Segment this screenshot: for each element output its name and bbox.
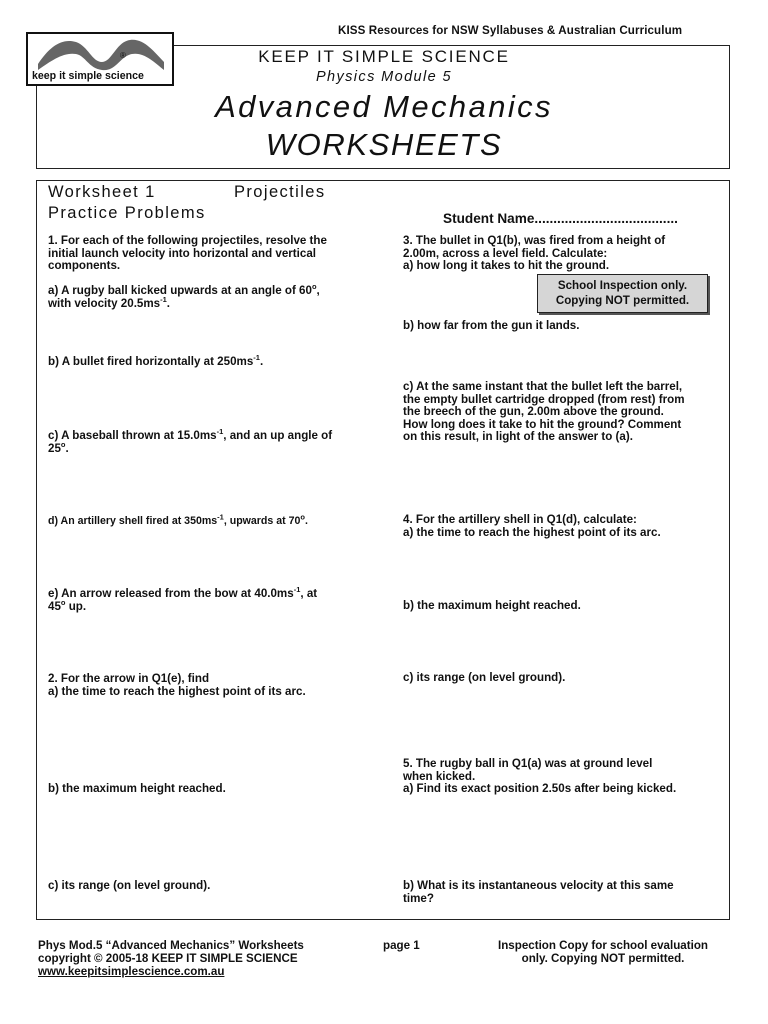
- q1e-text-2: , at: [300, 587, 318, 600]
- q1c-text-2: , and an up angle of: [223, 429, 333, 442]
- registered-mark: ®: [120, 51, 126, 60]
- q3c-line-1: c) At the same instant that the bullet left the barrel,: [403, 380, 683, 393]
- q5-line-2: when kicked.: [403, 769, 476, 783]
- question-2c: c) its range (on level ground).: [48, 879, 211, 892]
- q3c-line-3: the breech of the gun, 2.00m above the ground.: [403, 405, 664, 419]
- question-5b: [403, 880, 674, 905]
- degree-sup: o: [60, 597, 66, 607]
- q5b-line-2: time?: [403, 891, 434, 905]
- footer-right: [478, 939, 728, 965]
- worksheet-number: Worksheet 1: [48, 183, 156, 201]
- q1c-text-3: 25: [48, 441, 61, 455]
- title-line-1: Advanced Mechanics: [215, 89, 553, 124]
- student-name-field[interactable]: Student Name......................................: [443, 211, 678, 226]
- q5-line-3: a) Find its exact position 2.50s after being kicked.: [403, 782, 677, 796]
- q1-line-2: initial launch velocity into horizontal and vertical: [48, 246, 316, 260]
- q5-line-1: 5. The rugby ball in Q1(a) was at ground level: [403, 757, 653, 770]
- q1d-text-3: .: [304, 515, 308, 527]
- logo-text: keep it simple science: [32, 70, 144, 82]
- footer-doc-title: Phys Mod.5 “Advanced Mechanics” Worksheets: [38, 939, 304, 952]
- q1b-text-1: b) A bullet fired horizontally at 250ms: [48, 355, 254, 368]
- question-1: [48, 235, 327, 273]
- q5b-line-1: b) What is its instantaneous velocity at this same: [403, 879, 674, 892]
- unit-sup: -1: [216, 427, 224, 437]
- footer-inspection-1: Inspection Copy for school evaluation: [497, 939, 708, 952]
- resources-header: KISS Resources for NSW Syllabuses & Australian Curriculum: [338, 24, 683, 37]
- question-2b: b) the maximum height reached.: [48, 782, 226, 795]
- unit-sup: -1: [253, 353, 260, 363]
- degree-sup: o: [60, 439, 66, 449]
- unit-sup: -1: [160, 294, 167, 304]
- question-1e: [48, 585, 318, 613]
- question-5: [403, 758, 676, 796]
- q1b-text-2: .: [259, 355, 264, 368]
- question-4c: c) its range (on level ground).: [403, 671, 566, 684]
- q2-line-1: 2. For the arrow in Q1(e), find: [48, 672, 210, 685]
- worksheet-topic: Projectiles: [234, 183, 326, 201]
- question-4b: b) the maximum height reached.: [403, 599, 581, 612]
- q1e-text-4: up.: [65, 599, 87, 613]
- inspection-line-2: Copying NOT permitted.: [555, 293, 690, 307]
- degree-sup: o: [311, 282, 317, 292]
- q1e-text-1: e) An arrow released from the bow at 40.0ms: [48, 587, 294, 600]
- q2-line-2: a) the time to reach the highest point of its arc.: [48, 684, 306, 698]
- module-name: Physics Module 5: [315, 69, 453, 85]
- q1a-text-2: ,: [316, 284, 320, 297]
- question-4: [403, 514, 661, 539]
- question-3b: b) how far from the gun it lands.: [403, 319, 580, 332]
- footer-inspection-2: only. Copying NOT permitted.: [521, 952, 685, 966]
- unit-sup: -1: [217, 512, 224, 522]
- question-2: [48, 673, 306, 698]
- q3c-line-4: How long does it take to hit the ground? Comment: [403, 417, 682, 431]
- footer-website-link[interactable]: www.keepitsimplescience.com.au: [38, 965, 225, 979]
- q1-line-1: 1. For each of the following projectiles, resolve the: [48, 234, 327, 247]
- q4-line-2: a) the time to reach the highest point of its arc.: [403, 525, 661, 539]
- question-3: [403, 235, 665, 273]
- q3c-line-2: the empty bullet cartridge dropped (from rest) from: [403, 392, 685, 406]
- q3c-line-5: on this result, in light of the answer to (a).: [403, 430, 633, 444]
- q3-line-3: a) how long it takes to hit the ground.: [403, 259, 610, 273]
- degree-sup: o: [300, 512, 305, 522]
- inspection-line-1: School Inspection only.: [557, 279, 688, 292]
- question-1c: [48, 427, 333, 455]
- q1a-text-4: .: [166, 296, 171, 310]
- footer-copyright: copyright © 2005-18 KEEP IT SIMPLE SCIENCE: [38, 952, 298, 966]
- q1e-text-3: 45: [48, 599, 61, 613]
- q1a-text-3: with velocity 20.5ms: [48, 296, 161, 310]
- question-1d: [48, 512, 308, 528]
- q3-line-1: 3. The bullet in Q1(b), was fired from a height of: [403, 234, 666, 247]
- worksheet-subtitle: Practice Problems: [48, 204, 206, 222]
- q3-line-2: 2.00m, across a level field. Calculate:: [403, 246, 608, 260]
- question-1a: [48, 282, 320, 310]
- brand-name: KEEP IT SIMPLE SCIENCE: [258, 47, 510, 66]
- question-1b: [48, 353, 264, 369]
- q1c-text-4: .: [65, 441, 69, 455]
- q1d-text-2: , upwards at 70: [223, 515, 301, 527]
- q1c-text-1: c) A baseball thrown at 15.0ms: [48, 429, 217, 442]
- page-number: page 1: [383, 939, 420, 952]
- q1d-text-1: d) An artillery shell fired at 350ms: [48, 515, 218, 527]
- q1a-text-1: a) A rugby ball kicked upwards at an angle of 60: [48, 284, 312, 297]
- q1-line-3: components.: [48, 259, 121, 273]
- inspection-notice: [537, 274, 708, 313]
- title-line-2: WORKSHEETS: [265, 127, 503, 162]
- footer-left: [38, 939, 304, 979]
- unit-sup: -1: [293, 585, 301, 595]
- question-3c: [403, 381, 685, 444]
- q4-line-1: 4. For the artillery shell in Q1(d), calculate:: [403, 513, 637, 526]
